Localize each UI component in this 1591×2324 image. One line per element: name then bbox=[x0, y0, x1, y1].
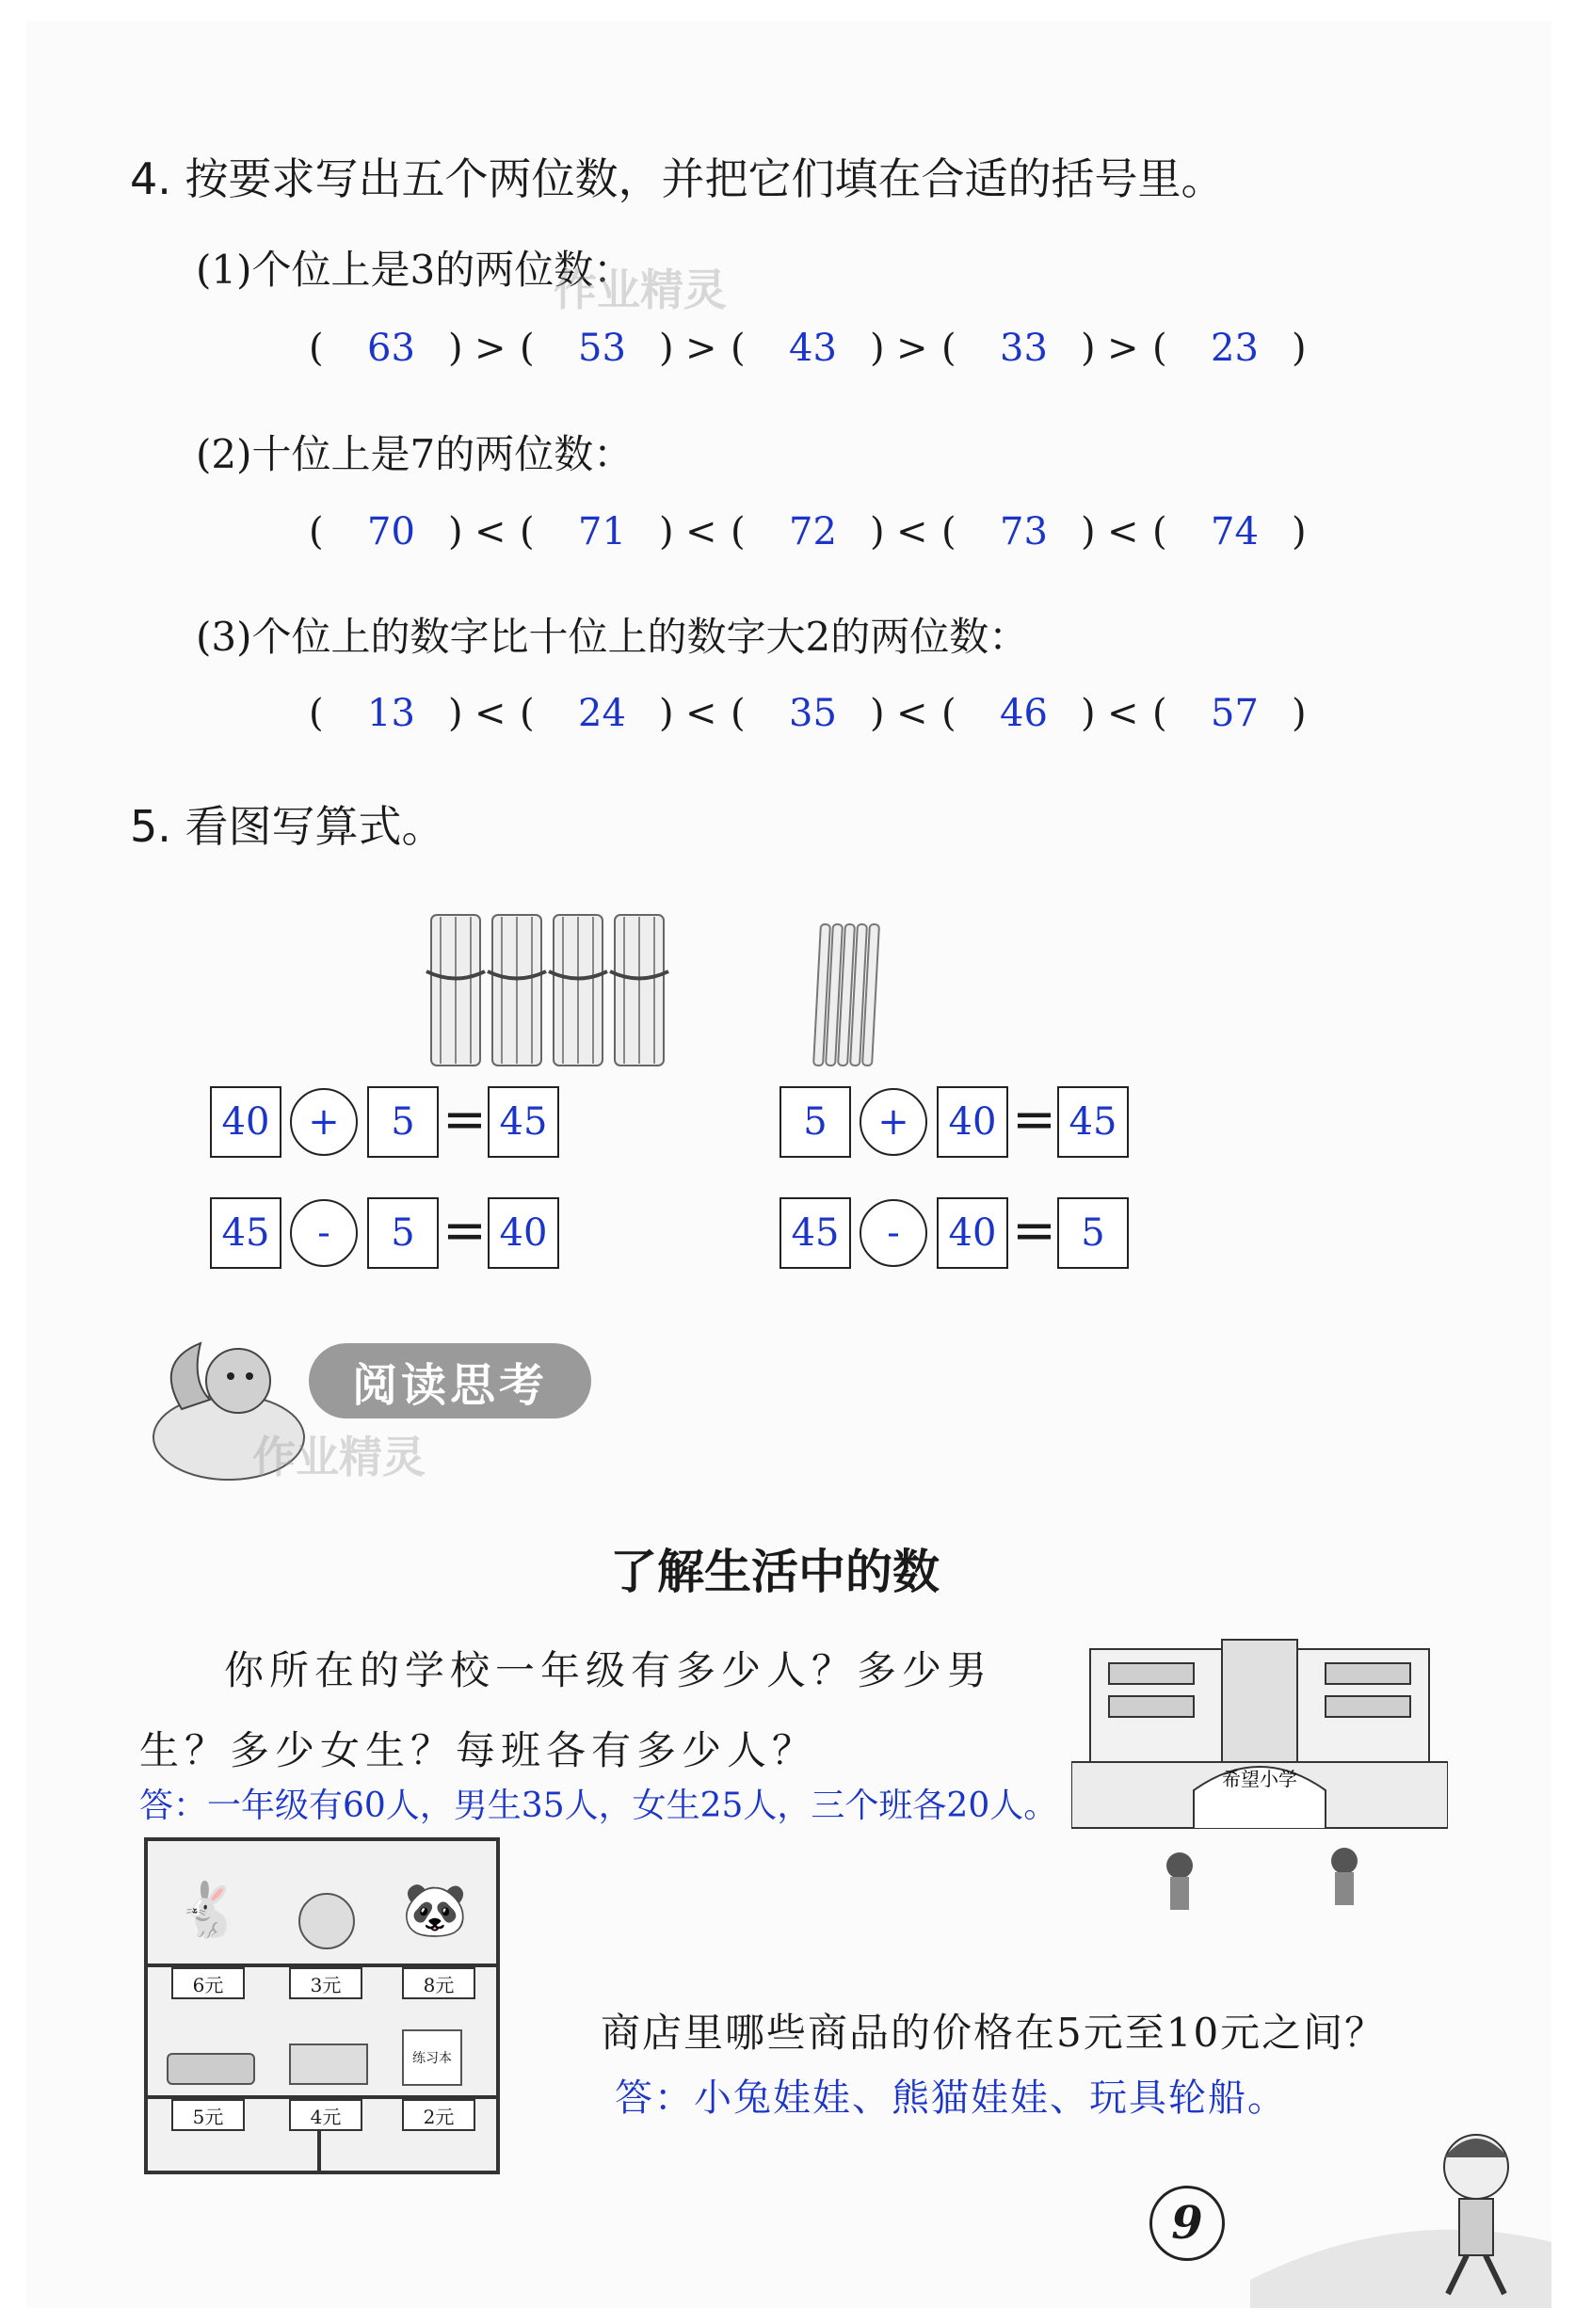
school-illustration bbox=[1071, 1630, 1448, 1922]
price-tag: 5元 bbox=[171, 2099, 245, 2131]
q4-part1-row bbox=[309, 327, 1326, 383]
eq2-operator-circle[interactable]: + bbox=[860, 1088, 927, 1156]
p2-close-paren: ) bbox=[448, 510, 463, 553]
price-tag: 6元 bbox=[171, 1967, 245, 1999]
p1-answer-1[interactable]: 63 bbox=[367, 327, 415, 370]
p3-comparison-sign: < bbox=[474, 692, 506, 735]
p2-comparison-sign: < bbox=[1107, 510, 1139, 553]
p3-comparison-sign: < bbox=[896, 692, 928, 735]
p2-close-paren: ) bbox=[659, 510, 674, 553]
eq2-second-box[interactable]: 40 bbox=[937, 1086, 1008, 1158]
single-sticks-icon bbox=[813, 924, 879, 1066]
price-tag: 3元 bbox=[289, 1967, 362, 1999]
p1-close-paren: ) bbox=[448, 327, 463, 370]
p1-open-paren: ( bbox=[731, 327, 746, 370]
p2-comparison-sign: < bbox=[685, 510, 717, 553]
p2-open-paren: ( bbox=[309, 510, 324, 553]
watermark: 作业精灵 bbox=[554, 264, 727, 315]
eq2-equals: = bbox=[1012, 1089, 1056, 1150]
reading-question-1-line-2: 生？多少女生？每班各有多少人？ bbox=[139, 1727, 818, 1773]
p3-open-paren: ( bbox=[731, 692, 746, 735]
shop-shelf bbox=[144, 1837, 500, 2174]
q4-part2-label: (2)十位上是7的两位数： bbox=[196, 431, 634, 477]
school-sign: 希望小学 bbox=[1222, 1768, 1297, 1790]
eq4-operator-circle[interactable]: - bbox=[860, 1199, 927, 1267]
eq3-operator-circle[interactable]: - bbox=[290, 1199, 358, 1267]
p3-answer-2[interactable]: 24 bbox=[578, 692, 626, 735]
q5-title: 5. 看图写算式。 bbox=[130, 801, 445, 852]
p2-open-paren: ( bbox=[731, 510, 746, 553]
p1-comparison-sign: > bbox=[685, 327, 717, 370]
p3-close-paren: ) bbox=[1292, 692, 1307, 735]
p1-close-paren: ) bbox=[1292, 327, 1307, 370]
eq4-equals: = bbox=[1012, 1200, 1056, 1261]
p3-open-paren: ( bbox=[520, 692, 535, 735]
p3-comparison-sign: < bbox=[1107, 692, 1139, 735]
p3-answer-5[interactable]: 57 bbox=[1211, 692, 1259, 735]
p2-open-paren: ( bbox=[1152, 510, 1167, 553]
p3-comparison-sign: < bbox=[685, 692, 717, 735]
price-tag: 2元 bbox=[402, 2099, 475, 2131]
p3-close-paren: ) bbox=[1081, 692, 1096, 735]
p1-comparison-sign: > bbox=[896, 327, 928, 370]
q4-part3-row bbox=[309, 692, 1326, 748]
q4-title: 4. 按要求写出五个两位数，并把它们填在合适的括号里。 bbox=[130, 153, 1225, 204]
toy-ship-icon bbox=[167, 2053, 255, 2085]
p3-close-paren: ) bbox=[448, 692, 463, 735]
p1-comparison-sign: > bbox=[474, 327, 506, 370]
panda-doll-icon: 🐼 bbox=[402, 1880, 468, 1941]
p2-close-paren: ) bbox=[1292, 510, 1307, 553]
p2-comparison-sign: < bbox=[896, 510, 928, 553]
stick-bundle-icon bbox=[431, 915, 664, 1066]
reading-answer-2: 答：小兔娃娃、熊猫娃娃、玩具轮船。 bbox=[615, 2076, 1287, 2120]
ball-icon bbox=[298, 1893, 355, 1949]
rabbit-doll-icon: 🐇 bbox=[176, 1880, 242, 1941]
p3-close-paren: ) bbox=[659, 692, 674, 735]
page-number: 9 bbox=[1149, 2186, 1225, 2261]
price-tag: 4元 bbox=[289, 2099, 362, 2131]
p2-answer-2[interactable]: 71 bbox=[578, 510, 626, 553]
p3-answer-3[interactable]: 35 bbox=[789, 692, 837, 735]
p1-answer-5[interactable]: 23 bbox=[1211, 327, 1259, 370]
eq1-second-box[interactable]: 5 bbox=[367, 1086, 439, 1158]
p1-close-paren: ) bbox=[870, 327, 885, 370]
p3-answer-1[interactable]: 13 bbox=[367, 692, 415, 735]
q4-part3-label: (3)个位上的数字比十位上的数字大2的两位数： bbox=[196, 614, 1029, 660]
p1-comparison-sign: > bbox=[1107, 327, 1139, 370]
p1-close-paren: ) bbox=[1081, 327, 1096, 370]
eq3-second-box[interactable]: 5 bbox=[367, 1197, 439, 1269]
page bbox=[26, 21, 1551, 2308]
p1-close-paren: ) bbox=[659, 327, 674, 370]
eq2-first-box[interactable]: 5 bbox=[779, 1086, 851, 1158]
p2-answer-1[interactable]: 70 bbox=[367, 510, 415, 553]
p1-answer-3[interactable]: 43 bbox=[789, 327, 837, 370]
price-tag: 8元 bbox=[402, 1967, 475, 1999]
sticks-illustration bbox=[422, 896, 911, 1075]
reading-question-1-line-1: 你所在的学校一年级有多少人？多少男 bbox=[224, 1647, 993, 1693]
p2-answer-3[interactable]: 72 bbox=[789, 510, 837, 553]
eq3-result-box[interactable]: 40 bbox=[488, 1197, 559, 1269]
eq1-first-box[interactable]: 40 bbox=[210, 1086, 281, 1158]
eq2-result-box[interactable]: 45 bbox=[1057, 1086, 1129, 1158]
notebook-icon: 练习本 bbox=[402, 2029, 462, 2086]
reading-question-2: 商店里哪些商品的价格在5元至10元之间？ bbox=[601, 2010, 1387, 2056]
p1-answer-2[interactable]: 53 bbox=[578, 327, 626, 370]
eq4-second-box[interactable]: 40 bbox=[937, 1197, 1008, 1269]
p1-open-paren: ( bbox=[309, 327, 324, 370]
eq3-first-box[interactable]: 45 bbox=[210, 1197, 281, 1269]
eq1-operator-circle[interactable]: + bbox=[290, 1088, 358, 1156]
p3-open-paren: ( bbox=[309, 692, 324, 735]
p2-open-paren: ( bbox=[941, 510, 956, 553]
p2-close-paren: ) bbox=[1081, 510, 1096, 553]
p3-open-paren: ( bbox=[1152, 692, 1167, 735]
p3-close-paren: ) bbox=[870, 692, 885, 735]
eq4-result-box[interactable]: 5 bbox=[1057, 1197, 1129, 1269]
p1-answer-4[interactable]: 33 bbox=[1000, 327, 1048, 370]
p1-open-paren: ( bbox=[520, 327, 535, 370]
q4-part2-row bbox=[309, 510, 1326, 567]
eq1-result-box[interactable]: 45 bbox=[488, 1086, 559, 1158]
p1-open-paren: ( bbox=[941, 327, 956, 370]
p2-answer-5[interactable]: 74 bbox=[1211, 510, 1259, 553]
reading-title: 了解生活中的数 bbox=[610, 1545, 940, 1599]
p1-open-paren: ( bbox=[1152, 327, 1167, 370]
p2-comparison-sign: < bbox=[474, 510, 506, 553]
eq4-first-box[interactable]: 45 bbox=[779, 1197, 851, 1269]
p2-open-paren: ( bbox=[520, 510, 535, 553]
p3-open-paren: ( bbox=[941, 692, 956, 735]
q4-part1-label: (1)个位上是3的两位数： bbox=[196, 247, 634, 293]
eq3-equals: = bbox=[442, 1200, 487, 1261]
p3-answer-4[interactable]: 46 bbox=[1000, 692, 1048, 735]
reading-badge: 阅读思考 bbox=[309, 1343, 591, 1418]
p2-close-paren: ) bbox=[870, 510, 885, 553]
boy-running-illustration bbox=[1250, 2092, 1551, 2308]
p2-answer-4[interactable]: 73 bbox=[1000, 510, 1048, 553]
watermark-2: 作业精灵 bbox=[252, 1432, 426, 1483]
toy-box-icon bbox=[289, 2044, 368, 2085]
eq1-equals: = bbox=[442, 1089, 487, 1150]
reading-answer-1: 答：一年级有60人，男生35人，女生25人，三个班各20人。 bbox=[139, 1787, 1058, 1825]
